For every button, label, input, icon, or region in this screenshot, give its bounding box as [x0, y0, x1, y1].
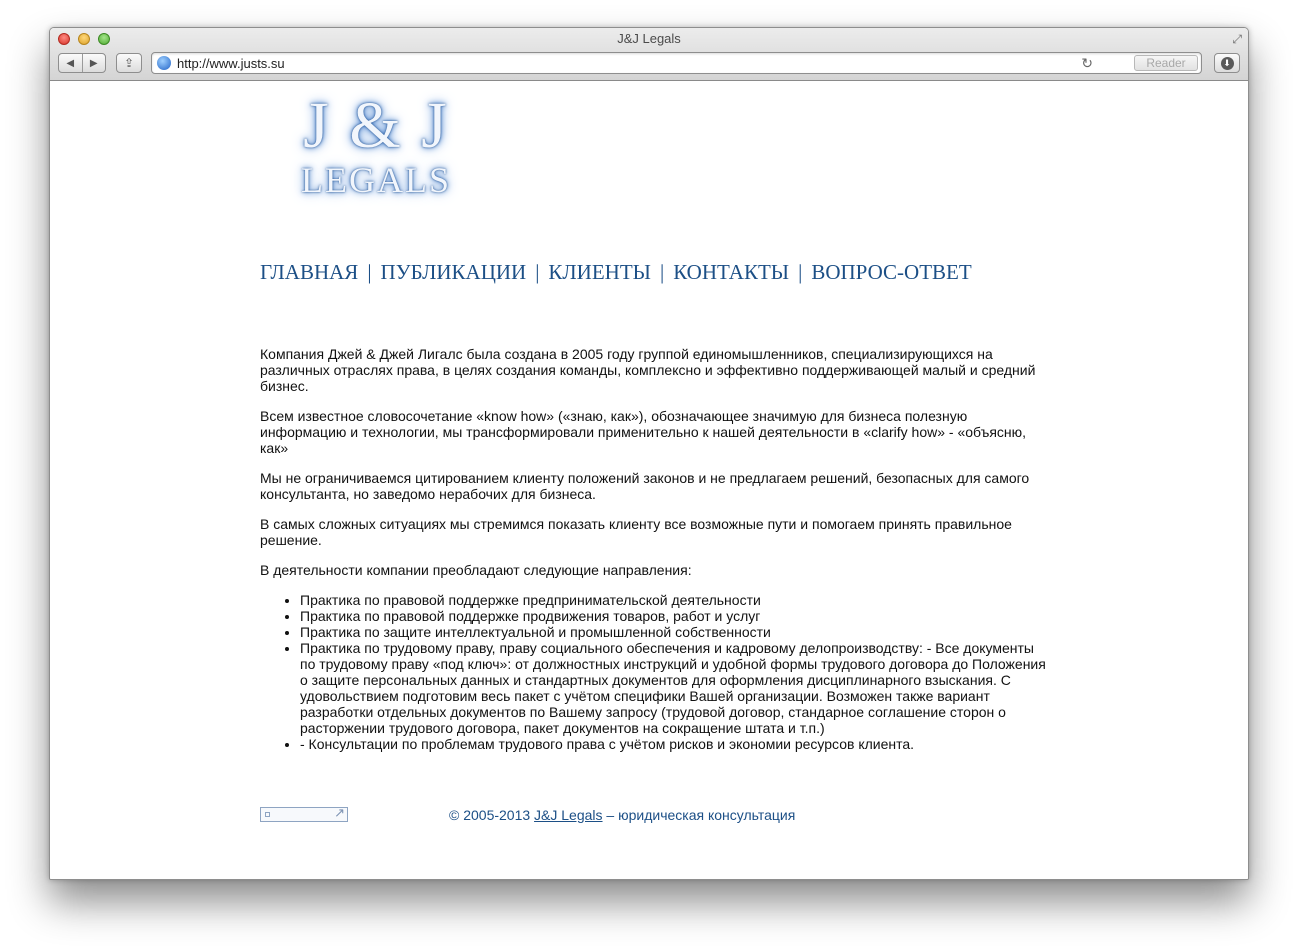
nav-separator: |	[535, 260, 540, 284]
counter-badge[interactable]	[260, 807, 348, 822]
logo-line-2: LEGALS	[301, 160, 451, 200]
nav-separator: |	[659, 260, 665, 284]
nav-link-publications[interactable]: ПУБЛИКАЦИИ	[380, 260, 527, 284]
logo-line-1: J & J	[303, 89, 449, 162]
browser-window	[49, 27, 1249, 880]
nav-link-contacts[interactable]: КОНТАКТЫ	[673, 260, 790, 284]
badge-square-icon	[265, 812, 270, 817]
globe-icon	[157, 56, 171, 70]
nav-separator: |	[798, 260, 803, 284]
url-text[interactable]: http://www.justs.su	[177, 56, 285, 71]
address-bar[interactable]	[151, 52, 1202, 74]
fullscreen-icon[interactable]: ⤢	[1232, 32, 1242, 46]
downloads-button[interactable]	[1214, 53, 1240, 73]
list-item: • - Консультации по проблемам трудового права с учётом рисков и экономии ресурсов клиента.	[300, 736, 1046, 752]
site-logo[interactable]	[296, 89, 456, 212]
know-how-paragraph: Всем известное словосочетание «know how» («знаю, как»), обозначающее значимую для бизнеса полезную информацию и технологии, мы трансформировали применительно к нашей деятельности в «clarify how» - «объясню, как»	[260, 408, 1027, 456]
external-link-icon: ↗	[334, 805, 345, 820]
approach-paragraph: Мы не ограничиваемся цитированием клиенту положений законов и не предлагаем решений, безопасных для самого консультанта, но заведомо нерабочих для бизнеса.	[260, 470, 1030, 502]
article-body	[260, 346, 1046, 752]
list-item: • Практика по защите интеллектуальной и промышленной собственности	[300, 624, 1046, 640]
nav-link-home[interactable]: ГЛАВНАЯ	[260, 260, 359, 284]
nav-link-faq[interactable]: ВОПРОС-ОТВЕТ	[811, 260, 972, 284]
nav-separator: |	[367, 260, 372, 284]
list-item: • Практика по правовой поддержке предпринимательской деятельности	[300, 592, 1046, 608]
directions-intro: В деятельности компании преобладают следующие направления:	[260, 562, 692, 578]
download-icon: ⬇	[1221, 57, 1234, 70]
browser-toolbar	[50, 28, 1248, 81]
back-button[interactable]: ◀	[66, 57, 75, 69]
reader-button[interactable]: Reader	[1134, 55, 1198, 71]
list-item: • Практика по правовой поддержке продвижения товаров, работ и услуг	[300, 608, 1046, 624]
nav-link-clients[interactable]: КЛИЕНТЫ	[548, 260, 651, 284]
reload-icon[interactable]: ↻	[1081, 55, 1093, 71]
list-item: • Практика по трудовому праву, праву социального обеспечения и кадровому делопроизводству: - Все документы по трудовому праву «под ключ»: от должностных инструкций и удобной формы трудового договора до Положения о защите персональных данных и стандартных документов для оформления дисциплинарного взыскания. С удовольствием подготовим весь пакет с учётом специфики Вашей организации. Возможен также вариант разработки отдельных документов по Вашему запросу (трудовой договор, стандарное соглашение сторон о расторжении трудового договора, пакет документов на сокращение штата и т.п.)	[300, 640, 1046, 736]
footer-copyright	[449, 807, 795, 823]
main-navigation	[260, 260, 972, 285]
intro-paragraph: Компания Джей & Джей Лигалс была создана в 2005 году группой единомышленников, специализирующихся на различных отраслях права, в целях создания команды, комплексно и эффективно поддерживающей малый и средний бизнес.	[260, 346, 1036, 394]
footer-home-link[interactable]: J&J Legals	[534, 807, 603, 823]
history-nav-group	[58, 53, 106, 73]
page-content	[50, 82, 1248, 880]
forward-button[interactable]: ▶	[82, 54, 106, 72]
practice-areas-list	[300, 592, 1046, 752]
window-title: J&J Legals	[617, 31, 681, 46]
copyright-prefix: © 2005-2013	[449, 807, 531, 823]
share-icon: ⇪	[123, 56, 135, 70]
copyright-suffix: – юридическая консультация	[606, 807, 796, 823]
solutions-paragraph: В самых сложных ситуациях мы стремимся показать клиенту все возможные пути и помогаем принять правильное решение.	[260, 516, 1012, 548]
share-button[interactable]	[116, 53, 142, 73]
